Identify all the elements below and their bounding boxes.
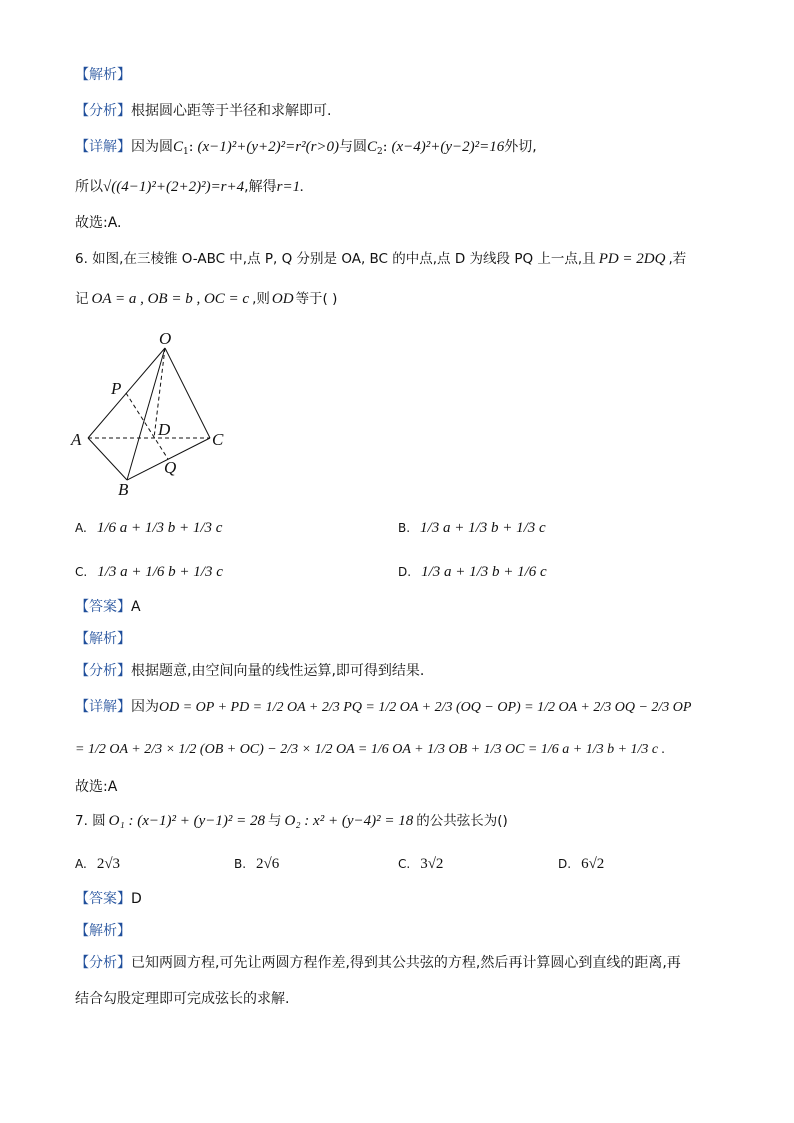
- q6-option-a[interactable]: A. 1/6 a + 1/3 b + 1/3 c: [75, 520, 223, 536]
- q7-stem: 7. 圆 O₁ : (x−1)² + (y−1)² = 28 与 O₂ : x² + (y−4)² = 18 的公共弦长为(): [75, 813, 508, 829]
- q6-option-d[interactable]: D. 1/3 a + 1/3 b + 1/6 c: [398, 564, 547, 580]
- label-A: A: [71, 430, 82, 449]
- q7-jiexi-label: 【解析】: [75, 923, 131, 939]
- q6-calc-step1: OD = OP + PD = 1/2 OA + 2/3 PQ = 1/2 OA + 2/3 (OQ − OP) = 1/2 OA + 2/3 OQ − 2/3 OP: [159, 700, 692, 715]
- q5-analysis: 【分析】根据圆心距等于半径和求解即可.: [75, 103, 332, 119]
- q6-option-c[interactable]: C. 1/3 a + 1/6 b + 1/3 c: [75, 564, 223, 580]
- q6-calc-step2: = 1/2 OA + 2/3 × 1/2 (OB + OC) − 2/3 × 1/2 OA = 1/6 OA + 1/3 OB + 1/3 OC = 1/6 a + 1/3 b + 1/3 c .: [75, 742, 666, 757]
- q7-option-b[interactable]: B. 2√6: [234, 856, 280, 872]
- q7-o1-equation: O₁ : (x−1)² + (y−1)² = 28: [108, 813, 265, 829]
- q5-distance-equation: √((4−1)²+(2+2)²)=r+4: [103, 179, 245, 195]
- q6-detail-line2: [75, 742, 665, 757]
- q6-vector-defs: OA = a , OB = b , OC = c: [91, 291, 250, 307]
- q5-c2-equation: (x−4)²+(y−2)²=16: [391, 139, 505, 155]
- q5-detail-line2: 所以√((4−1)²+(2+2)²)=r+4,解得r=1.: [75, 179, 304, 195]
- tetrahedron-figure: [70, 328, 250, 498]
- q7-option-c[interactable]: C. 3√2: [398, 856, 444, 872]
- q7-o2-equation: O₂ : x² + (y−4)² = 18: [284, 813, 414, 829]
- q5-choose: 故选:A.: [75, 215, 122, 231]
- jiexi-label: 【解析】: [75, 67, 131, 83]
- q6-pd-eq: PD = 2DQ: [598, 251, 666, 267]
- q6-choose: 故选:A: [75, 779, 118, 795]
- label-C: C: [212, 430, 224, 449]
- q6-stem-line2: 记 OA = a , OB = b , OC = c ,则 OD 等于( ): [75, 291, 338, 307]
- q6-stem-line1: 6. 如图,在三棱锥 O-ABC 中,点 P, Q 分别是 OA, BC 的中点,点 D 为线段 PQ 上一点,且 PD = 2DQ ,若: [75, 251, 687, 267]
- label-P: P: [111, 379, 122, 398]
- q6-analysis: 【分析】根据题意,由空间向量的线性运算,即可得到结果.: [75, 663, 425, 679]
- q7-analysis: 【分析】已知两圆方程,可先让两圆方程作差,得到其公共弦的方程,然后再计算圆心到直线的距离,再: [75, 955, 681, 971]
- q7-option-d[interactable]: D. 6√2: [558, 856, 605, 872]
- label-B: B: [118, 480, 129, 498]
- label-D: D: [158, 420, 171, 439]
- q6-jiexi-label: 【解析】: [75, 631, 131, 647]
- q6-option-b[interactable]: B. 1/3 a + 1/3 b + 1/3 c: [398, 520, 546, 536]
- q6-answer: 【答案】A: [75, 599, 141, 615]
- q7-option-a[interactable]: A. 2√3: [75, 856, 121, 872]
- q7-analysis-line2: 结合勾股定理即可完成弦长的求解.: [75, 991, 290, 1007]
- label-Q: Q: [164, 458, 177, 477]
- edge-OB: [127, 348, 165, 480]
- edge-OC: [165, 348, 210, 438]
- q5-c1-equation: (x−1)²+(y+2)²=r²(r>0): [197, 139, 340, 155]
- q6-detail-line1: 【详解】因为OD = OP + PD = 1/2 OA + 2/3 PQ = 1/2 OA + 2/3 (OQ − OP) = 1/2 OA + 2/3 OQ − 2/3 OP: [75, 699, 692, 715]
- edge-AB: [88, 438, 127, 480]
- q5-detail: 【详解】因为圆$C_1$: (x−1)²+(y+2)²=r²(r>0)与圆$C_2$: (x−4)²+(y−2)²=16外切,: [75, 139, 537, 157]
- q7-answer: 【答案】D: [75, 891, 142, 907]
- label-O: O: [159, 329, 172, 348]
